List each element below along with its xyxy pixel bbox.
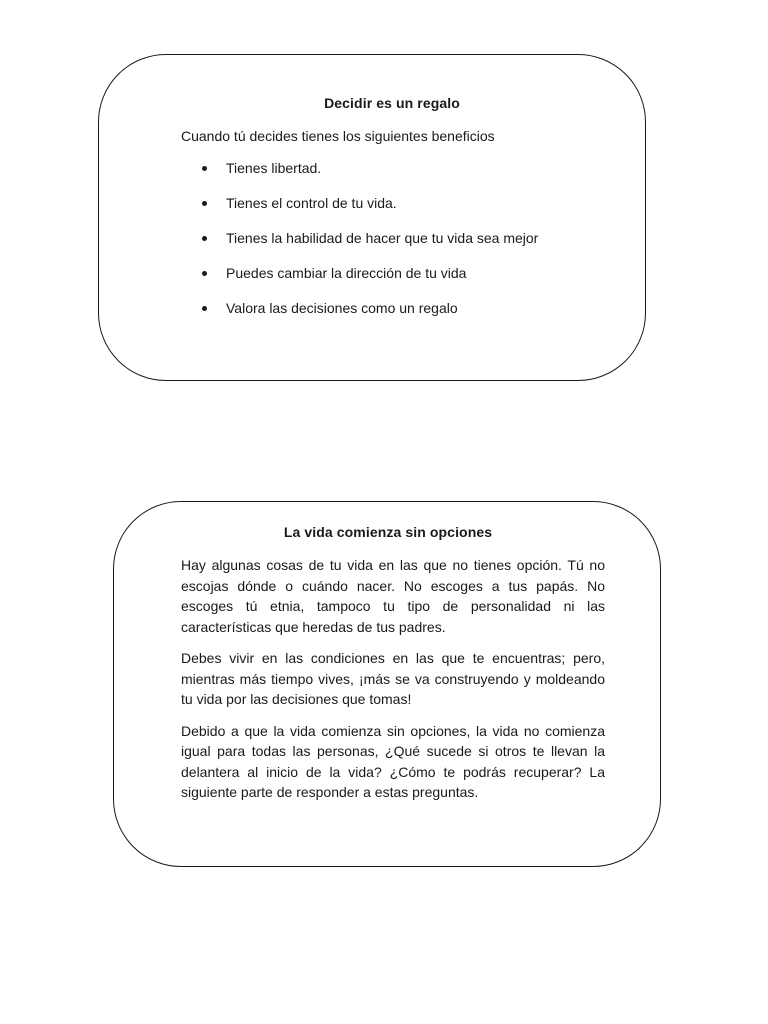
intro-text: Cuando tú decides tienes los siguientes beneficios bbox=[181, 128, 495, 144]
bullet-icon bbox=[202, 236, 207, 241]
list-item-text: Valora las decisiones como un regalo bbox=[226, 300, 458, 316]
paragraph: Debido a que la vida comienza sin opciones, la vida no comienza igual para todas las personas, ¿Qué sucede si otros te llevan la delantera al inicio de la vida? ¿Cómo te podrás recuperar? La siguiente parte de responder a estas preguntas. bbox=[181, 722, 605, 800]
list-item bbox=[181, 160, 538, 195]
bullet-icon bbox=[202, 201, 207, 206]
card-la-vida-comienza-sin-opciones bbox=[113, 501, 661, 867]
paragraph: Hay algunas cosas de tu vida en las que no tienes opción. Tú no escojas dónde o cuándo nacer. No escoges a tus papás. No escoges tú etnia, tampoco tu tipo de personalidad ni las características que heredas de tus padres. bbox=[181, 557, 605, 635]
list-item bbox=[181, 265, 538, 300]
list-item bbox=[181, 230, 538, 265]
card-body bbox=[181, 555, 605, 814]
bullet-icon bbox=[202, 271, 207, 276]
card-title: La vida comienza sin opciones bbox=[283, 524, 493, 540]
list-item-text: Tienes libertad. bbox=[226, 160, 322, 176]
list-item bbox=[181, 195, 538, 230]
card-decidir-es-un-regalo bbox=[98, 54, 646, 381]
list-item bbox=[181, 300, 538, 335]
list-item-text: Puedes cambiar la dirección de tu vida bbox=[226, 265, 467, 281]
paragraph: Debes vivir en las condiciones en las que te encuentras; pero, mientras más tiempo vives, ¡más se va construyendo y moldeando tu vida por las decisiones que tomas! bbox=[181, 650, 605, 707]
list-item-text: Tienes la habilidad de hacer que tu vida sea mejor bbox=[226, 230, 539, 246]
benefits-list bbox=[181, 160, 538, 335]
card-title: Decidir es un regalo bbox=[324, 95, 460, 111]
list-item-text: Tienes el control de tu vida. bbox=[226, 195, 397, 211]
bullet-icon bbox=[202, 166, 207, 171]
bullet-icon bbox=[202, 306, 207, 311]
